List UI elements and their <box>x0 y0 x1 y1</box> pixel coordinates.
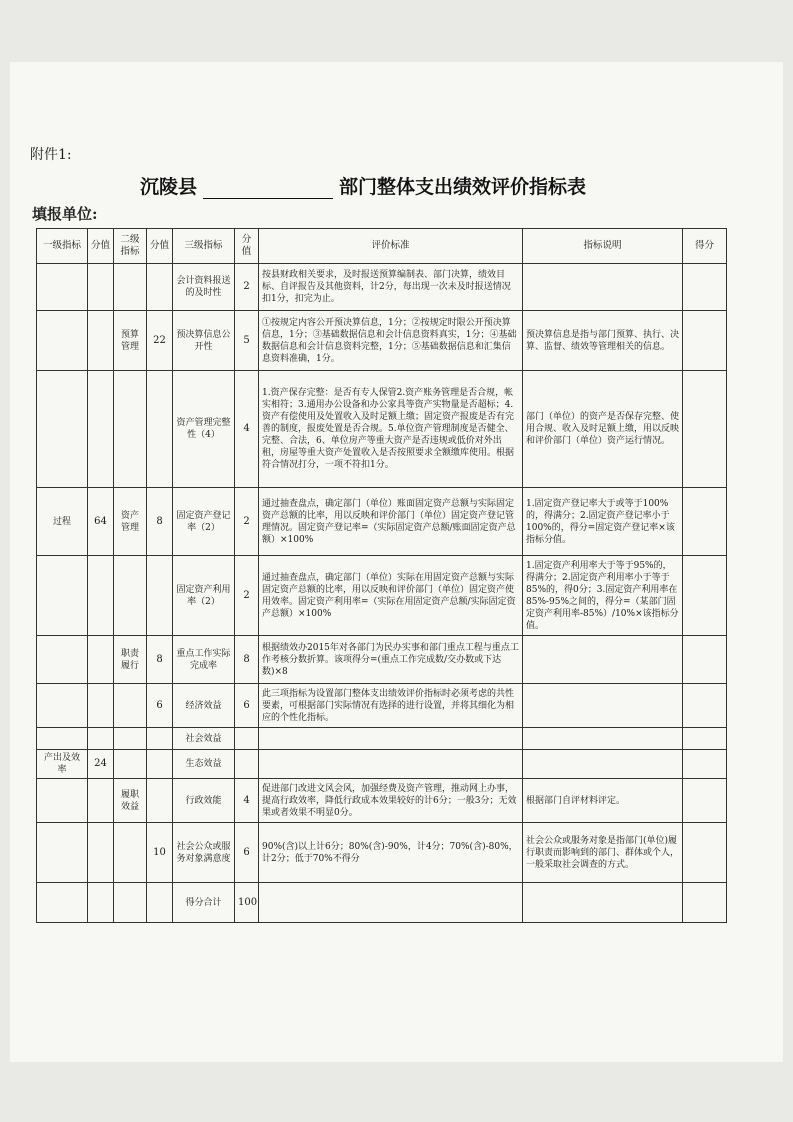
header-cell: 评价标准 <box>259 229 523 264</box>
level1-cell <box>37 264 88 311</box>
level2-cell <box>114 684 147 728</box>
header-cell: 分值 <box>88 229 114 264</box>
score2-cell <box>147 883 173 923</box>
level2-cell <box>114 823 147 883</box>
table-row <box>37 488 727 556</box>
score1-cell <box>88 823 114 883</box>
level2-cell <box>114 556 147 636</box>
level3-cell: 生态效益 <box>173 750 235 779</box>
score2-cell: 8 <box>147 488 173 556</box>
level2-cell <box>114 750 147 779</box>
note-cell <box>523 264 683 311</box>
level3-cell: 社会效益 <box>173 728 235 750</box>
score1-cell: 24 <box>88 750 114 779</box>
score2-cell <box>147 779 173 823</box>
table-row <box>37 556 727 636</box>
score-cell[interactable] <box>683 488 727 556</box>
table-row <box>37 311 727 371</box>
note-cell: 1.固定资产登记率大于或等于100%的，得满分；2.固定资产登记率小于100%的，得分=固定资产登记率×该指标分值。 <box>523 488 683 556</box>
level3-cell: 固定资产登记率（2） <box>173 488 235 556</box>
level3-cell: 固定资产利用率（2） <box>173 556 235 636</box>
level3-cell: 会计资料报送的及时性 <box>173 264 235 311</box>
table-row <box>37 636 727 684</box>
score3-cell: 6 <box>235 684 259 728</box>
level3-cell: 预决算信息公开性 <box>173 311 235 371</box>
score1-cell <box>88 779 114 823</box>
header-cell: 二级指标 <box>114 229 147 264</box>
title-text: 部门整体支出绩效评价指标表 <box>339 176 587 198</box>
table-row <box>37 750 727 779</box>
score2-cell: 10 <box>147 823 173 883</box>
score2-cell <box>147 750 173 779</box>
criteria-cell: 通过抽查盘点，确定部门（单位）账面固定资产总额与实际固定资产总额的比率，用以反映和评价部门（单位）固定资产登记管理情况。固定资产登记率=（实际固定资产总额/账面固定资产总额）×100% <box>259 488 523 556</box>
level3-cell: 行政效能 <box>173 779 235 823</box>
score2-cell <box>147 728 173 750</box>
score1-cell <box>88 264 114 311</box>
level1-cell <box>37 371 88 488</box>
score2-cell: 22 <box>147 311 173 371</box>
score1-cell <box>88 636 114 684</box>
score1-cell <box>88 684 114 728</box>
score3-cell: 6 <box>235 823 259 883</box>
level2-cell <box>114 264 147 311</box>
fill-unit-label: 填报单位: <box>32 205 98 223</box>
table-row <box>37 371 727 488</box>
level1-cell <box>37 728 88 750</box>
header-cell: 指标说明 <box>523 229 683 264</box>
level2-cell: 履职效益 <box>114 779 147 823</box>
level1-cell: 产出及效率 <box>37 750 88 779</box>
score-cell[interactable] <box>683 311 727 371</box>
level3-cell: 经济效益 <box>173 684 235 728</box>
score1-cell <box>88 728 114 750</box>
score2-cell <box>147 264 173 311</box>
criteria-cell: 通过抽查盘点，确定部门（单位）实际在用固定资产总额与实际固定资产总额的比率，用以反映和评价部门（单位）固定资产使用效率。固定资产利用率=（实际在用固定资产总额/实际固定资产总额）×100% <box>259 556 523 636</box>
criteria-cell: ①按规定内容公开预决算信息，1分；②按规定时限公开预决算信息，1分；③基础数据信息和会计信息资料真实，1分；④基础数据信息和会计信息资料完整，1分；⑤基础数据信息和汇集信息资料准确，1分。 <box>259 311 523 371</box>
score-cell[interactable] <box>683 883 727 923</box>
level1-cell <box>37 311 88 371</box>
note-cell: 部门（单位）的资产是否保存完整、使用合规、收入及时足额上缴，用以反映和评价部门（单位）资产运行情况。 <box>523 371 683 488</box>
score3-cell: 2 <box>235 488 259 556</box>
score2-cell <box>147 371 173 488</box>
score-cell[interactable] <box>683 556 727 636</box>
note-cell <box>523 728 683 750</box>
level1-cell <box>37 823 88 883</box>
criteria-cell: 90%(含)以上计6分；80%(含)-90%，计4分；70%(含)-80%，计2分；低于70%不得分 <box>259 823 523 883</box>
score2-cell <box>147 556 173 636</box>
table-row <box>37 823 727 883</box>
level1-cell <box>37 684 88 728</box>
score3-cell: 8 <box>235 636 259 684</box>
score3-cell <box>235 728 259 750</box>
page-title <box>140 172 586 199</box>
score-cell[interactable] <box>683 728 727 750</box>
score-cell[interactable] <box>683 684 727 728</box>
level3-cell: 资产管理完整性（4） <box>173 371 235 488</box>
title-county: 沉陵县 <box>140 176 198 198</box>
header-cell: 三级指标 <box>173 229 235 264</box>
level3-cell: 社会公众或服务对象满意度 <box>173 823 235 883</box>
level2-cell: 资产管理 <box>114 488 147 556</box>
criteria-cell: 此三项指标为设置部门整体支出绩效评价指标时必须考虑的共性要素，可根据部门实际情况有选择的进行设置，并将其细化为相应的个性化指标。 <box>259 684 523 728</box>
level2-cell <box>114 728 147 750</box>
header-cell: 分值 <box>235 229 259 264</box>
level2-cell <box>114 371 147 488</box>
table-row <box>37 883 727 923</box>
note-cell: 社会公众或服务对象是指部门(单位)履行职责而影响到的部门、群体或个人，一般采取社会调查的方式。 <box>523 823 683 883</box>
score1-cell <box>88 556 114 636</box>
level2-cell: 预算管理 <box>114 311 147 371</box>
level1-cell <box>37 779 88 823</box>
header-row <box>37 229 727 264</box>
score1-cell <box>88 311 114 371</box>
attachment-label: 附件1: <box>30 147 72 163</box>
total-label-cell: 得分合计 <box>173 883 235 923</box>
score-cell[interactable] <box>683 750 727 779</box>
score1-cell <box>88 883 114 923</box>
note-cell <box>523 636 683 684</box>
criteria-cell: 根据绩效办2015年对各部门为民办实事和部门重点工程与重点工作考核分数折算。该项得分=(重点工作完成数/交办数或下达数)×8 <box>259 636 523 684</box>
criteria-cell <box>259 883 523 923</box>
criteria-cell: 1.资产保存完整：是否有专人保管2.资产账务管理是否合规，帐实相符；3.通用办公设备和办公家具等资产实物量是否超标；4.资产有偿使用及处置收入及时足额上缴；固定资产报废是否有完善的制度，报废处置是否合规。5.单位资产管理制度是否健全、完整、合法，6、单位房产等重大资产是否违规或低价对外出租，房屋等重大资产处置收入是否按照要求全额缴库使用。根据符合情况打分，一项不符扣1分。 <box>259 371 523 488</box>
score3-cell: 5 <box>235 311 259 371</box>
score3-cell <box>235 750 259 779</box>
score3-cell: 2 <box>235 556 259 636</box>
criteria-cell: 促进部门改进文风会风，加强经费及资产管理，推动网上办事，提高行政效率，降低行政成本效果较好的计6分；一般3分；无效果或者效果不明显0分。 <box>259 779 523 823</box>
level3-cell: 重点工作实际完成率 <box>173 636 235 684</box>
level1-cell: 过程 <box>37 488 88 556</box>
level1-cell <box>37 556 88 636</box>
score3-cell: 2 <box>235 264 259 311</box>
criteria-cell <box>259 750 523 779</box>
note-cell: 1.固定资产利用率大于等于95%的，得满分；2.固定资产利用率小于等于85%的，得0分；3.固定资产利用率在85%-95%之间的，得分=（某部门固定资产利用率-85%）/10%×该指标分值。 <box>523 556 683 636</box>
criteria-cell: 按县财政相关要求，及时报送预算编制表、部门决算，绩效目标、自评报告及其他资料，计2分，每出现一次未及时报送情况扣1分，扣完为止。 <box>259 264 523 311</box>
title-blank-line <box>203 178 333 199</box>
level1-cell <box>37 883 88 923</box>
header-cell: 分值 <box>147 229 173 264</box>
note-cell <box>523 750 683 779</box>
table-row <box>37 779 727 823</box>
score2-cell: 8 <box>147 636 173 684</box>
score-cell[interactable] <box>683 264 727 311</box>
score1-cell <box>88 371 114 488</box>
score3-cell: 4 <box>235 779 259 823</box>
total-score-cell: 100 <box>235 883 259 923</box>
table-row <box>37 264 727 311</box>
header-cell: 一级指标 <box>37 229 88 264</box>
header-cell: 得分 <box>683 229 727 264</box>
indicator-table <box>36 228 727 923</box>
table-row <box>37 728 727 750</box>
score3-cell: 4 <box>235 371 259 488</box>
note-cell <box>523 684 683 728</box>
note-cell: 根据部门自评材料评定。 <box>523 779 683 823</box>
level2-cell <box>114 883 147 923</box>
table-row <box>37 684 727 728</box>
level2-cell: 职责履行 <box>114 636 147 684</box>
criteria-cell <box>259 728 523 750</box>
note-cell: 预决算信息是指与部门预算、执行、决算、监督、绩效等管理相关的信息。 <box>523 311 683 371</box>
score-cell[interactable] <box>683 636 727 684</box>
score2-cell: 6 <box>147 684 173 728</box>
note-cell <box>523 883 683 923</box>
score-cell[interactable] <box>683 823 727 883</box>
score-cell[interactable] <box>683 371 727 488</box>
level1-cell <box>37 636 88 684</box>
score-cell[interactable] <box>683 779 727 823</box>
score1-cell: 64 <box>88 488 114 556</box>
